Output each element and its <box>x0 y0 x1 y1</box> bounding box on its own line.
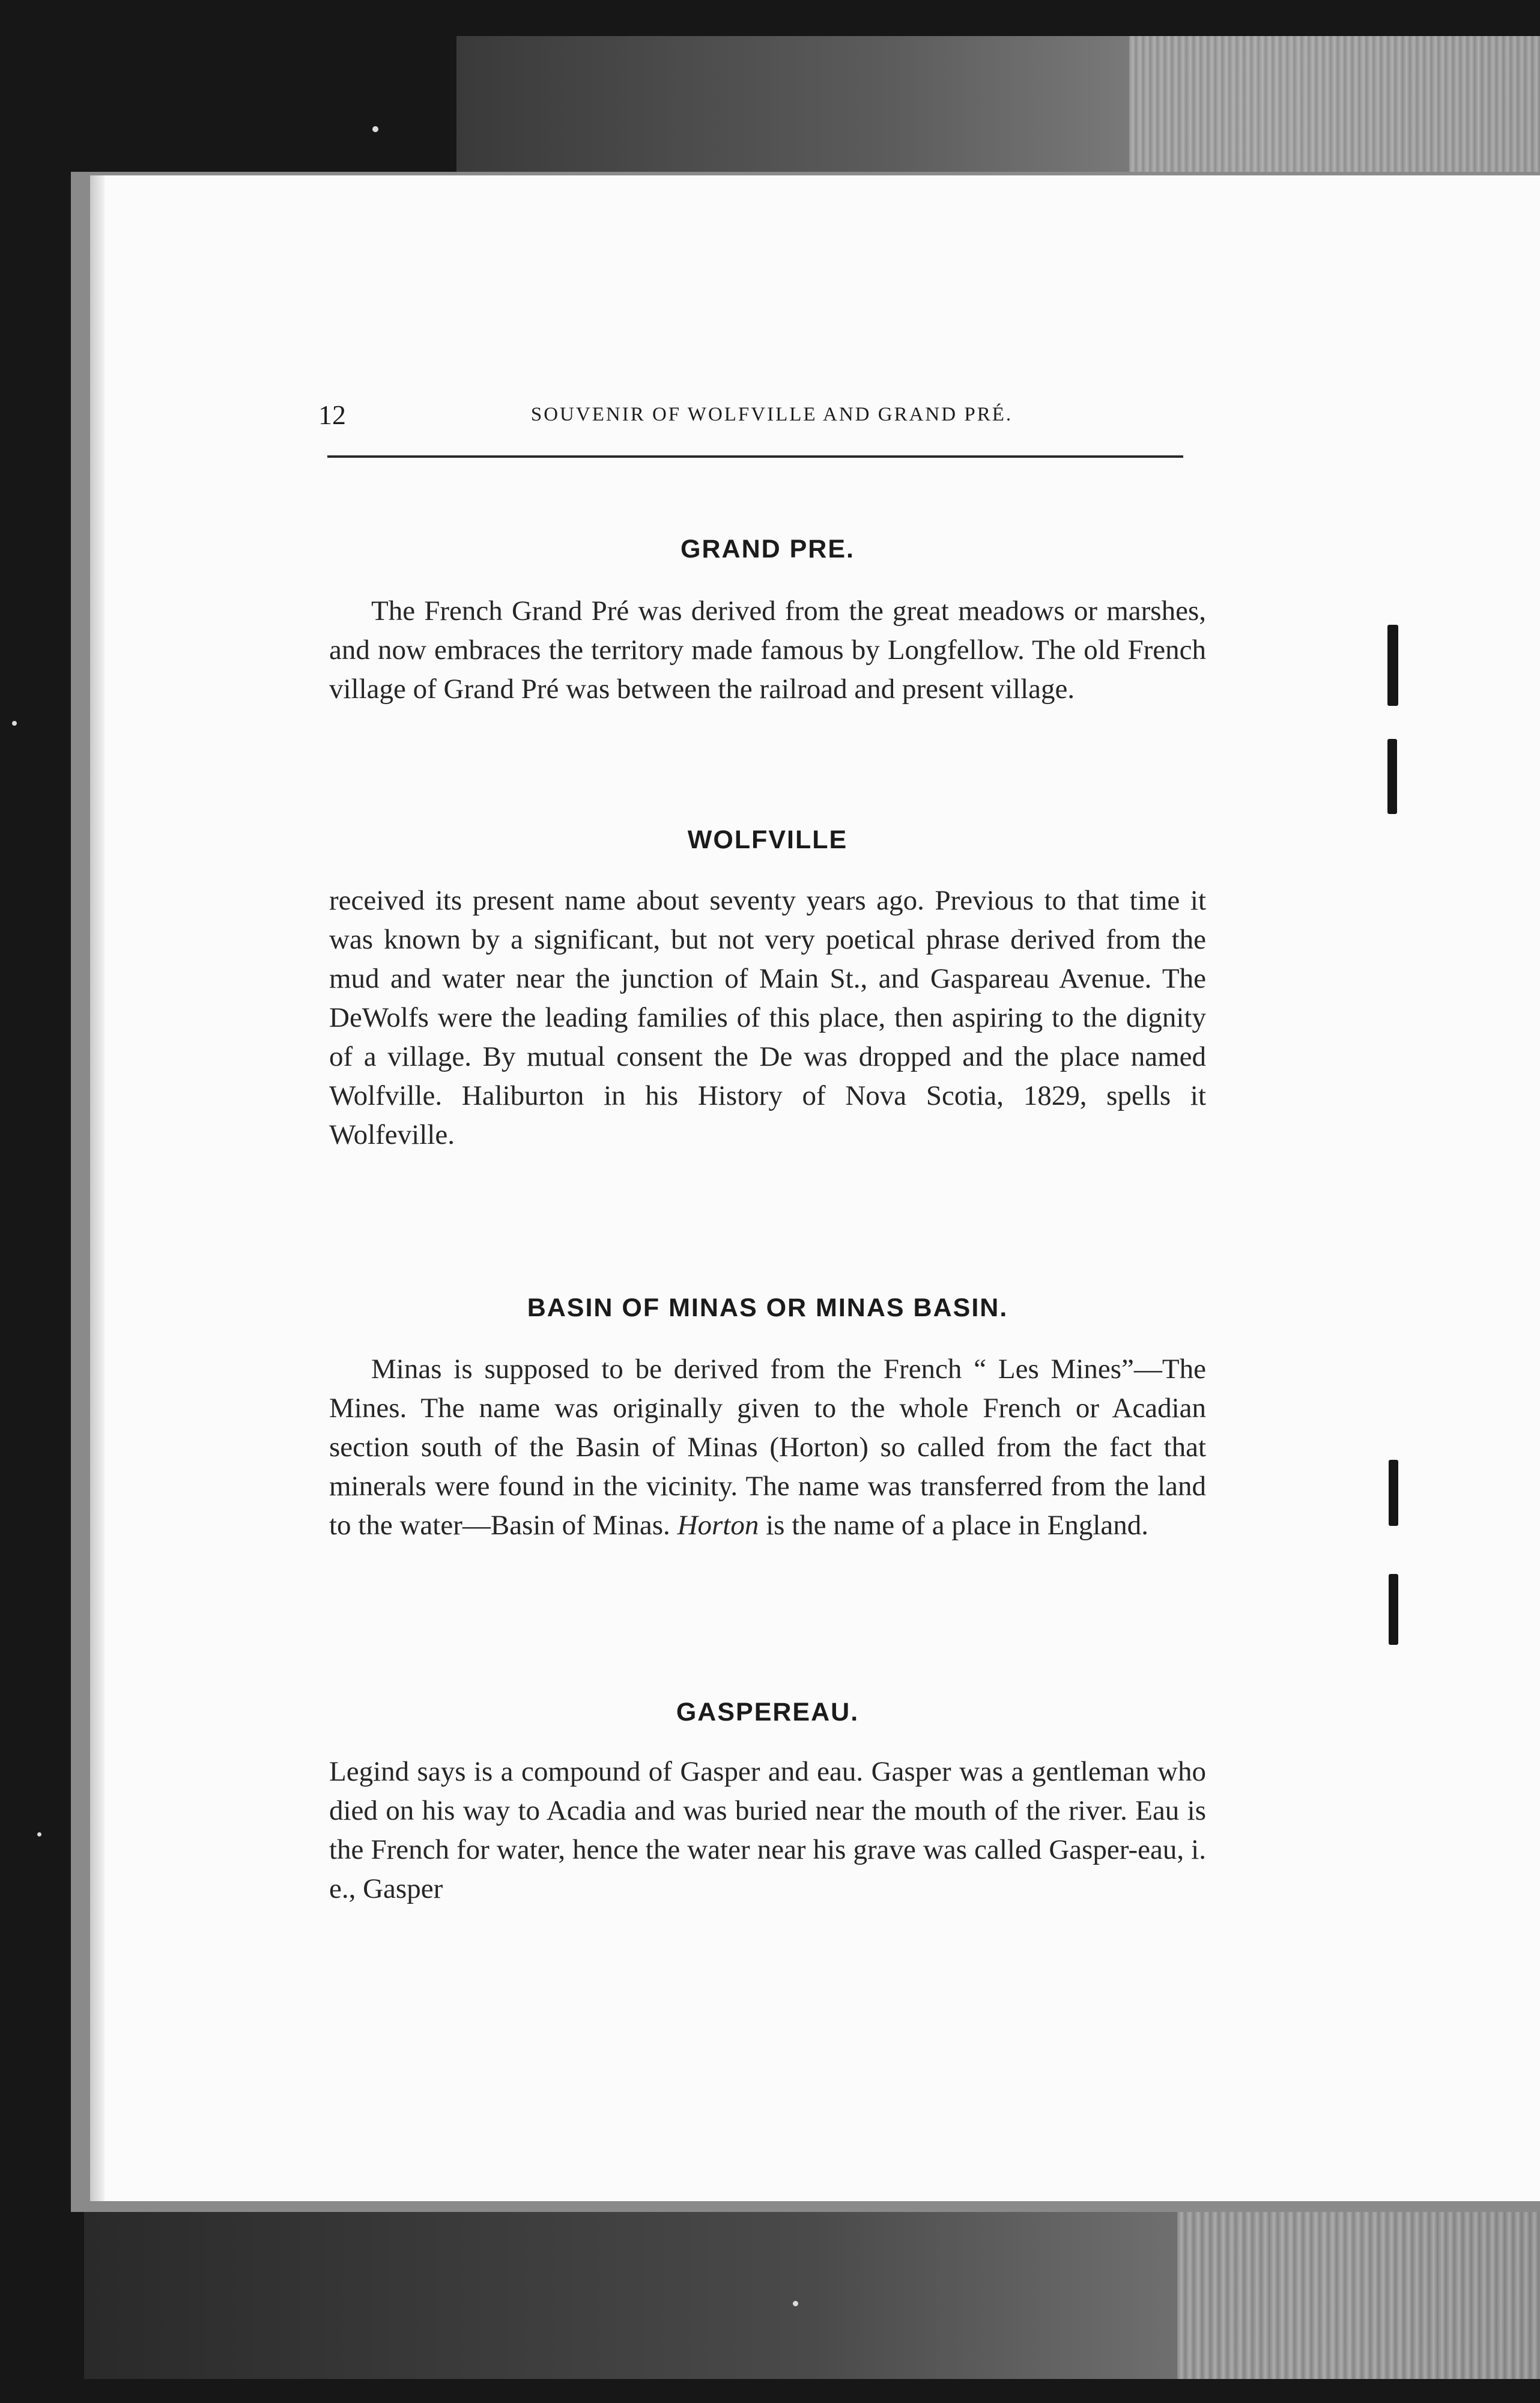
paragraph-wolfville: received its present name about seventy years ago. Previous to that time it was known by a significant, but not very poetical phrase derived from the mud and water near the junction of Main St., and Gaspareau Avenue. The DeWolfs were the leading families of this place, then aspiring to the dignity of a village. By mutual consent the De was dropped and the place named Wolfville. Haliburton in his History of Nova Scotia, 1829, spells it Wolfeville. <box>329 885 1206 1150</box>
dust-speck <box>372 126 378 132</box>
heading-grand-pre: GRAND PRE. <box>681 535 855 564</box>
dust-speck <box>12 721 17 726</box>
page-number: 12 <box>318 399 346 430</box>
scan-bottom-strip-light <box>1177 2199 1540 2379</box>
heading-basin-of-minas: BASIN OF MINAS OR MINAS BASIN. <box>527 1293 1008 1322</box>
page-header <box>318 399 1183 435</box>
basin-text-part-1: Minas is supposed to be derived from the French “ Les Mines”—The Mines. The name was originally given to the whole French or Acadian section south of the Basin of Minas (Horton) so called from the fact that minerals were found in the vicinity. The name was transferred from the land to the water—Basin of Minas. <box>329 1353 1206 1541</box>
heading-gaspereau: GASPEREAU. <box>676 1698 859 1727</box>
page-binding-edge <box>90 175 105 2201</box>
basin-text-part-2: is the name of a place in England. <box>766 1510 1148 1541</box>
paragraph-basin-of-minas <box>329 1350 1206 1545</box>
paragraph-grand-pre: The French Grand Pré was derived from the great meadows or marshes, and now embraces the territory made famous by Longfellow. The old French village of Grand Pré was between the railroad and present village. <box>329 595 1206 705</box>
dust-speck <box>793 2301 798 2306</box>
running-title: SOUVENIR OF WOLFVILLE AND GRAND PRÉ. <box>530 404 1013 425</box>
margin-ink-mark <box>1387 625 1398 706</box>
dust-speck <box>37 1832 41 1836</box>
basin-italic-horton: Horton <box>677 1510 759 1541</box>
margin-ink-mark <box>1389 1460 1398 1526</box>
margin-ink-mark <box>1389 1574 1398 1645</box>
heading-wolfville: WOLFVILLE <box>687 825 848 854</box>
margin-ink-mark <box>1387 739 1397 814</box>
scan-top-strip-light <box>1129 36 1540 180</box>
header-rule <box>327 455 1183 458</box>
paragraph-gaspereau: Legind says is a compound of Gasper and eau. Gasper was a gentleman who died on his way to Acadia and was buried near the mouth of the river. Eau is the French for water, hence the water near his grave was called Gasper-eau, i. e., Gasper <box>329 1756 1206 1904</box>
